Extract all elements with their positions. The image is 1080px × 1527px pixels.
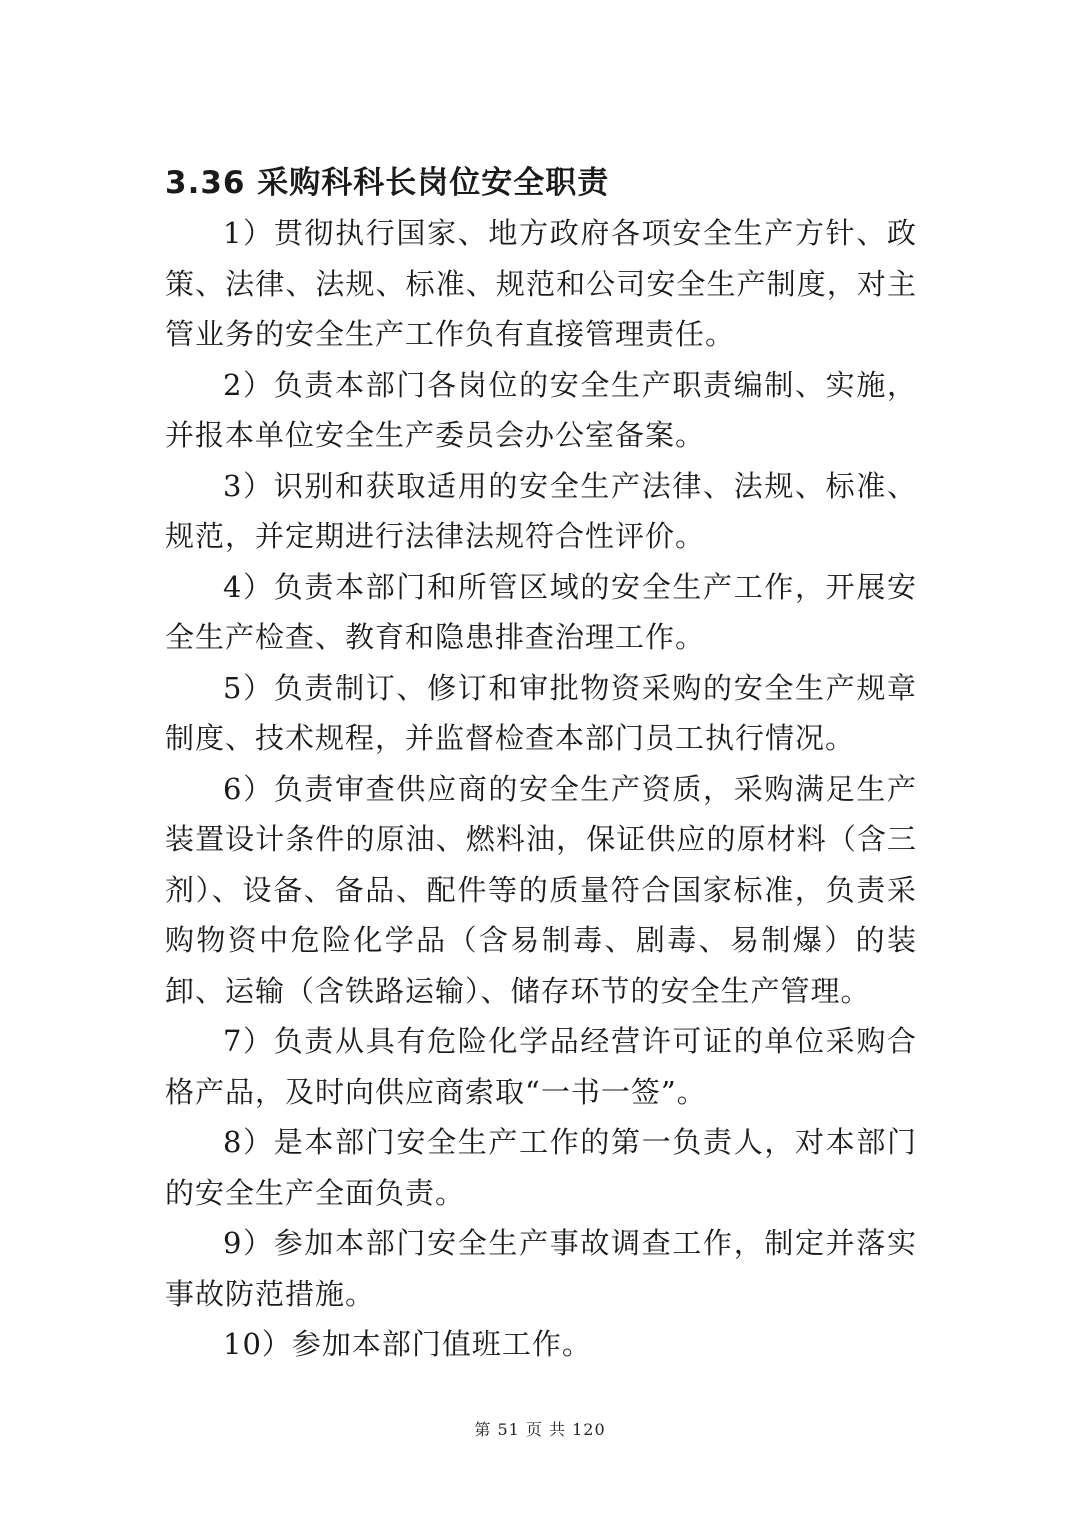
paragraph-4: 4）负责本部门和所管区域的安全生产工作，开展安全生产检查、教育和隐患排查治理工作。 bbox=[165, 569, 917, 654]
paragraph-9: 9）参加本部门安全生产事故调查工作，制定并落实事故防范措施。 bbox=[165, 1226, 917, 1311]
section-heading: 3.36 采购科科长岗位安全职责 bbox=[165, 165, 610, 201]
paragraph-8: 8）是本部门安全生产工作的第一负责人，对本部门的安全生产全面负责。 bbox=[165, 1125, 917, 1210]
paragraph-7: 7）负责从具有危险化学品经营许可证的单位采购合格产品，及时向供应商索取“一书一签”。 bbox=[165, 1024, 917, 1109]
paragraph-2: 2）负责本部门各岗位的安全生产职责编制、实施，并报本单位安全生产委员会办公室备案。 bbox=[165, 367, 917, 452]
paragraph-6: 6）负责审查供应商的安全生产资质，采购满足生产装置设计条件的原油、燃料油，保证供应的原材料（含三剂）、设备、备品、配件等的质量符合国家标准，负责采购物资中危险化学品（含易制毒、剧毒、易制爆）的装卸、运输（含铁路运输）、储存环节的安全生产管理。 bbox=[165, 771, 917, 1008]
paragraph-10: 10）参加本部门值班工作。 bbox=[223, 1327, 592, 1361]
paragraph-3: 3）识别和获取适用的安全生产法律、法规、标准、规范，并定期进行法律法规符合性评价。 bbox=[165, 468, 917, 553]
page-number-footer: 第 51 页 共 120 bbox=[474, 1420, 606, 1439]
section-body bbox=[165, 208, 917, 1370]
paragraph-1: 1）贯彻执行国家、地方政府各项安全生产方针、政策、法律、法规、标准、规范和公司安全生产制度，对主管业务的安全生产工作负有直接管理责任。 bbox=[165, 216, 917, 351]
paragraph-5: 5）负责制订、修订和审批物资采购的安全生产规章制度、技术规程，并监督检查本部门员工执行情况。 bbox=[165, 670, 917, 755]
